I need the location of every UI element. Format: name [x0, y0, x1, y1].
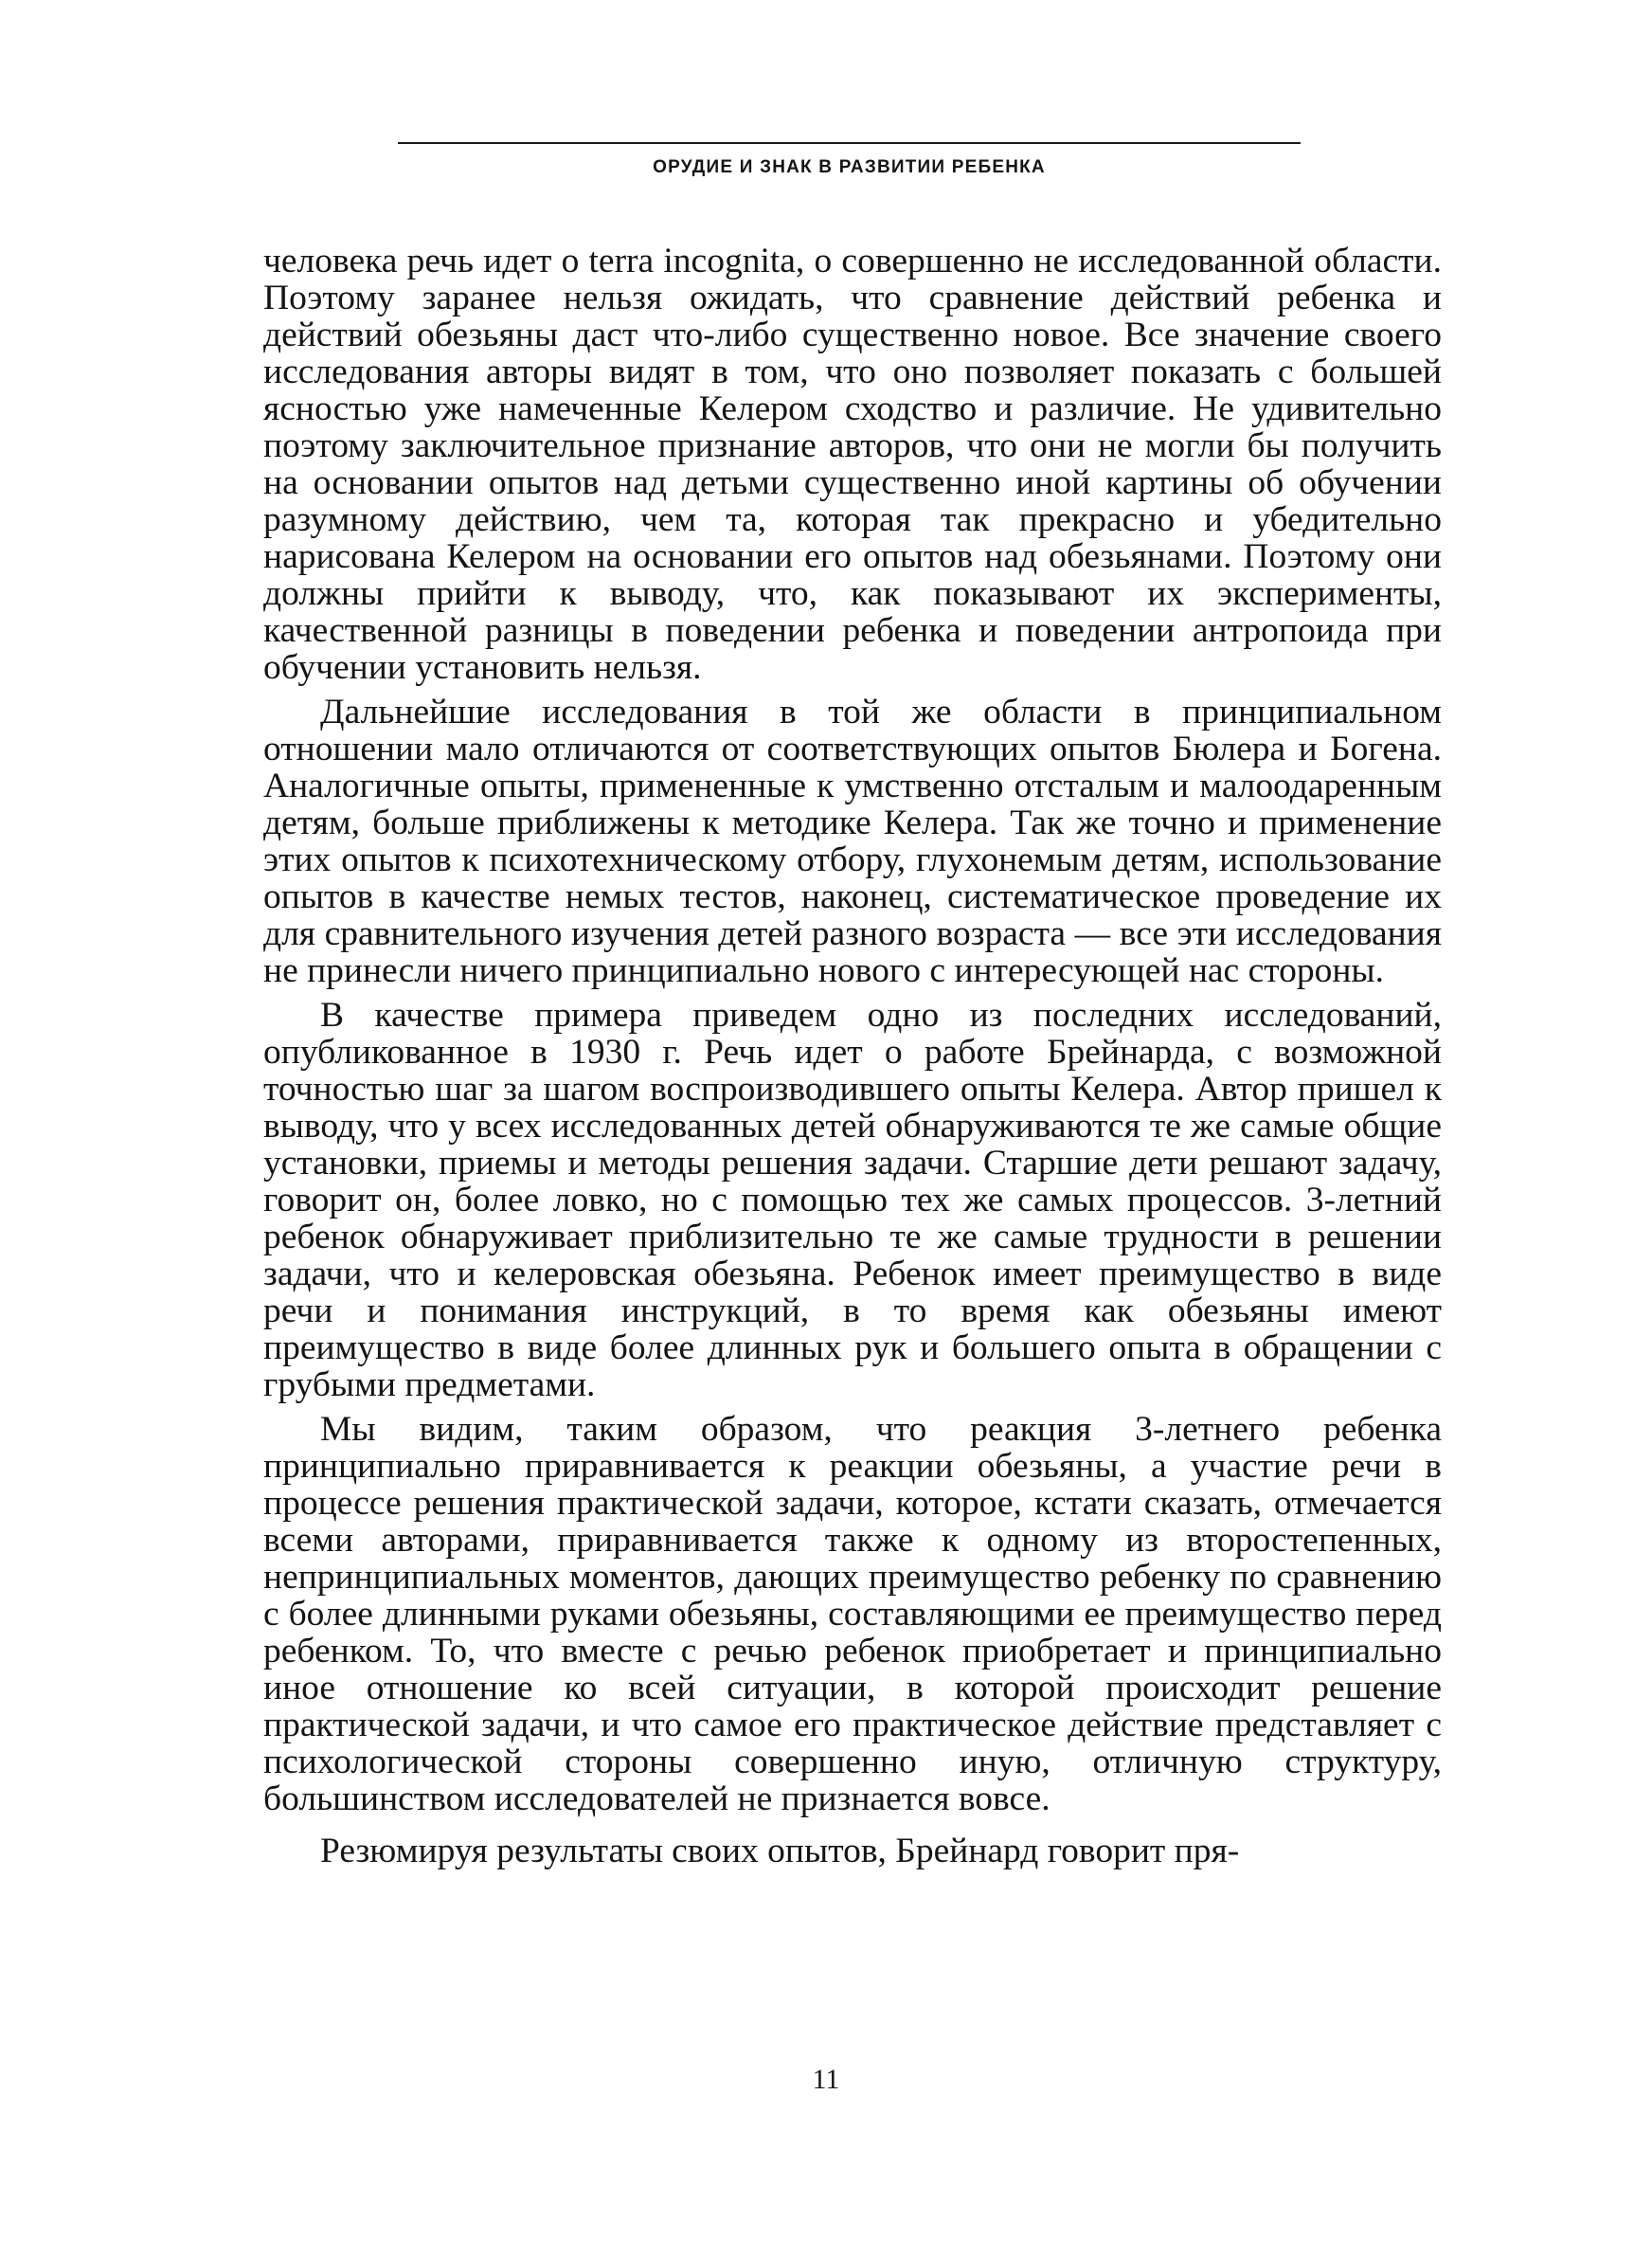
paragraph: Дальнейшие исследования в той же области в принципиальном отношении мало отличаются от соответствующих опытов Бюлера и Богена. Аналогичные опыты, примененные к умственно отсталым и малоодаренным детям, больше приближены к методике Келера. Так же точно и применение этих опытов к психотехническому отбору, глухонемым детям, использование опытов в качестве немых тестов, наконец, систематическое проведение их для сравнительного изучения детей разного возраста — все эти исследования не принесли ничего принципиально нового с интересующей нас стороны. — [263, 693, 1442, 990]
paragraph: В качестве примера приведем одно из последних исследований, опубликованное в 1930 г. Речь идет о работе Брейнарда, с возможной точностью шаг за шагом воспроизводившего опыты Келера. Автор пришел к выводу, что у всех исследованных детей обнаруживаются те же самые общие установки, приемы и методы решения задачи. Старшие дети решают задачу, говорит он, более ловко, но с помощью тех же самых процессов. 3-летний ребенок обнаруживает приблизительно те же самые трудности в решении задачи, что и келеровская обезьяна. Ребенок имеет преимущество в виде речи и понимания инструкций, в то время как обезьяны имеют преимущество в виде более длинных рук и большего опыта в обращении с грубыми предметами. — [263, 996, 1442, 1404]
paragraph: Мы видим, таким образом, что реакция 3-летнего ребенка принципиально приравнивается к реакции обезьяны, а участие речи в процессе решения практической задачи, которое, кстати сказать, отмечается всеми авторами, приравнивается также к одному из второстепенных, непринципиальных моментов, дающих преимущество ребенку по сравнению с более длинными руками обезьяны, составляющими ее преимущество перед ребенком. То, что вместе с речью ребенок приобретает и принципиально иное отношение ко всей ситуации, в которой происходит решение практической задачи, и что самое его практическое действие представляет с психологической стороны совершенно иную, отличную структуру, большинством исследователей не признается вовсе. — [263, 1410, 1442, 1818]
running-head: ОРУДИЕ И ЗНАК В РАЗВИТИИ РЕБЕНКА — [398, 142, 1301, 178]
body-text — [263, 243, 1442, 1877]
paragraph: Резюмируя результаты своих опытов, Брейнард говорит пря- — [320, 1832, 1240, 1870]
page-number: 11 — [812, 2064, 840, 2095]
paragraph: человека речь идет о terra incognita, о совершенно не исследованной области. Поэтому заранее нельзя ожидать, что сравнение действий ребенка и действий обезьяны даст что-либо существенно новое. Все значение своего исследования авторы видят в том, что оно позволяет показать с большей ясностью уже намеченные Келером сходство и различие. Не удивительно поэтому заключительное признание авторов, что они не могли бы получить на основании опытов над детьми существенно иной картины об обучении разумному действию, чем та, которая так прекрасно и убедительно нарисована Келером на основании его опытов над обезьянами. Поэтому они должны прийти к выводу, что, как показывают их эксперименты, качественной разницы в поведении ребенка и поведении антропоида при обучении установить нельзя. — [263, 242, 1442, 687]
